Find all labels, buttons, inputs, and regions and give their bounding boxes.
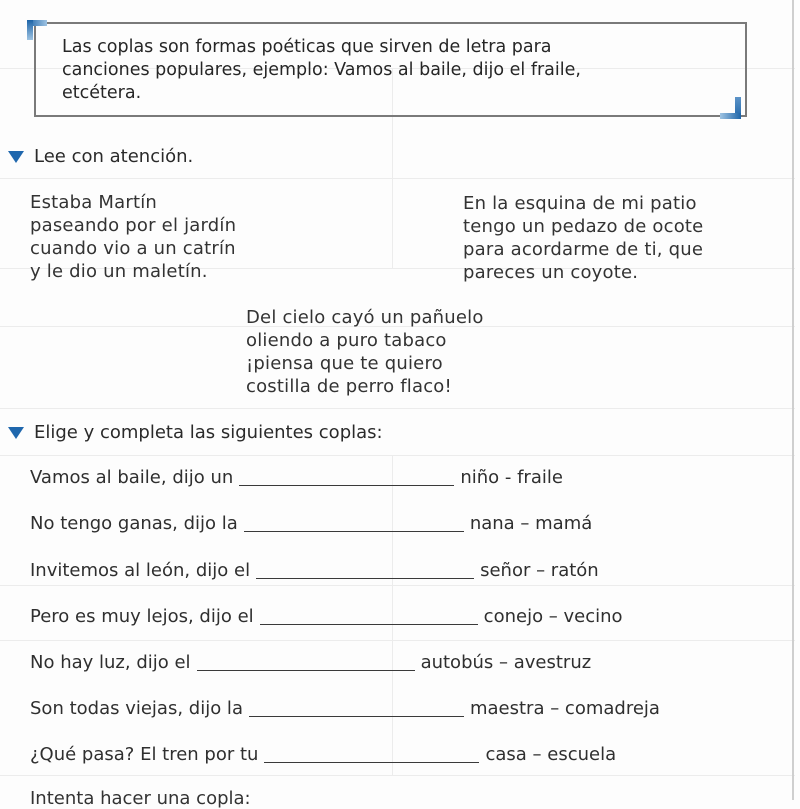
bleed-through-line: [0, 585, 795, 586]
bleed-through-line: [0, 178, 795, 179]
fill-blank-row: [30, 744, 616, 765]
answer-blank[interactable]: [249, 716, 464, 717]
section-title-read: [8, 146, 193, 167]
stanza-line: Estaba Martín: [30, 192, 158, 213]
options-text: niño - fraile: [460, 467, 563, 488]
answer-blank[interactable]: [244, 531, 464, 532]
bleed-through-line: [0, 455, 795, 456]
stanza: [246, 306, 484, 398]
prompt-text: Vamos al baile, dijo un: [30, 467, 234, 488]
prompt-text: Invitemos al león, dijo el: [30, 560, 251, 581]
stanza: [463, 192, 703, 284]
section-title-text: Elige y completa las siguientes coplas:: [34, 422, 383, 443]
options-text: autobús – avestruz: [420, 652, 592, 673]
intro-line: etcétera.: [62, 83, 142, 103]
prompt-text: ¿Qué pasa? El tren por tu: [30, 744, 259, 765]
stanza-line: y le dio un maletín.: [30, 261, 208, 282]
fill-blank-row: [30, 652, 591, 673]
options-text: señor – ratón: [480, 560, 599, 581]
options-text: conejo – vecino: [483, 606, 623, 627]
stanza-line: pareces un coyote.: [463, 262, 639, 283]
options-text: maestra – comadreja: [469, 698, 660, 719]
intro-line: Las coplas son formas poéticas que sirven de letra para: [62, 37, 552, 57]
intro-text: [62, 36, 742, 105]
fill-blank-row: [30, 513, 592, 534]
bleed-through-line: [0, 408, 795, 409]
options-text: casa – escuela: [485, 744, 617, 765]
stanza-line: cuando vio a un catrín: [30, 238, 236, 259]
stanza-line: oliendo a puro tabaco: [246, 330, 447, 351]
stanza-line: Del cielo cayó un pañuelo: [246, 307, 484, 328]
prompt-text: No hay luz, dijo el: [30, 652, 191, 673]
intro-line: canciones populares, ejemplo: Vamos al baile, dijo el fraile,: [62, 60, 581, 80]
answer-blank[interactable]: [256, 578, 474, 579]
box-corner-accent: [720, 113, 741, 119]
stanza-line: En la esquina de mi patio: [463, 193, 697, 214]
page-edge: [792, 0, 794, 800]
triangle-down-icon: [8, 427, 24, 439]
bleed-through-line: [0, 640, 795, 641]
answer-blank[interactable]: [239, 485, 454, 486]
stanza-line: para acordarme de ti, que: [463, 239, 704, 260]
box-corner-accent: [27, 20, 33, 40]
answer-blank[interactable]: [260, 624, 478, 625]
answer-blank[interactable]: [264, 762, 479, 763]
stanza-line: paseando por el jardín: [30, 215, 237, 236]
fill-blank-row: [30, 467, 563, 488]
footer-instruction: Intenta hacer una copla:: [30, 788, 251, 809]
answer-blank[interactable]: [197, 670, 415, 671]
stanza-line: tengo un pedazo de ocote: [463, 216, 704, 237]
triangle-down-icon: [8, 151, 24, 163]
prompt-text: Son todas viejas, dijo la: [30, 698, 243, 719]
fill-blank-row: [30, 560, 599, 581]
fill-blank-row: [30, 606, 623, 627]
bleed-through-line: [0, 775, 795, 776]
section-title-text: Lee con atención.: [34, 146, 194, 167]
stanza-line: costilla de perro flaco!: [246, 376, 452, 397]
fill-blank-row: [30, 698, 660, 719]
section-title-complete: [8, 422, 383, 443]
stanza: [30, 191, 236, 283]
prompt-text: Pero es muy lejos, dijo el: [30, 606, 254, 627]
options-text: nana – mamá: [469, 513, 593, 534]
stanza-line: ¡piensa que te quiero: [246, 353, 443, 374]
prompt-text: No tengo ganas, dijo la: [30, 513, 238, 534]
